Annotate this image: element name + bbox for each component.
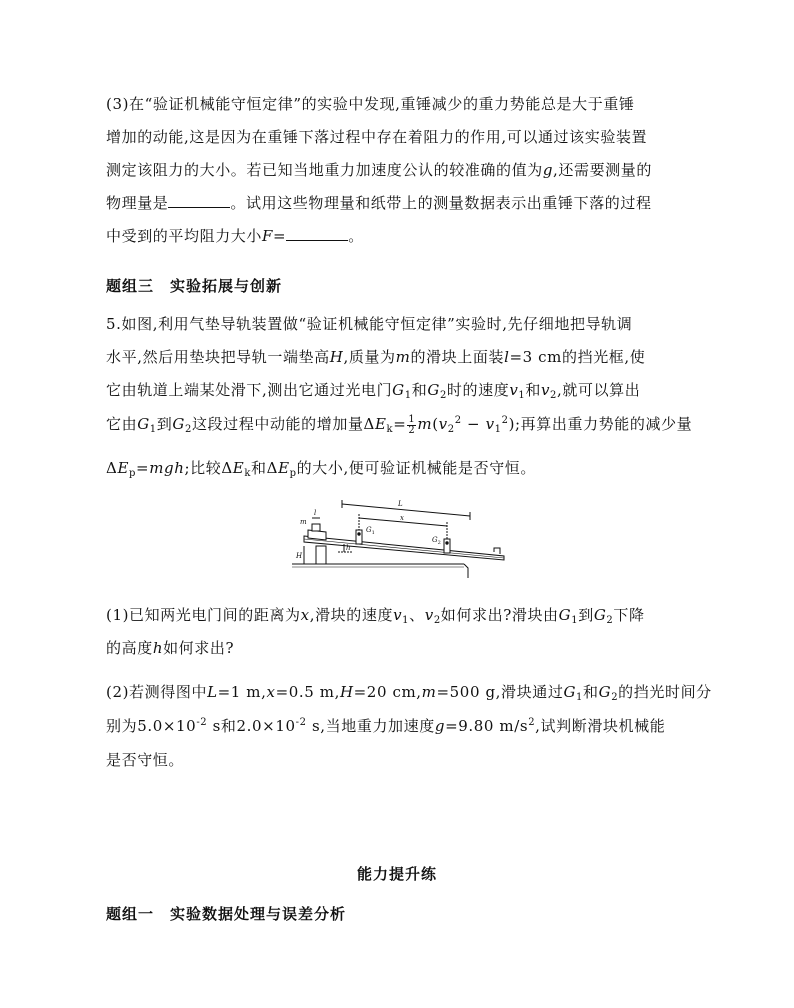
label-H: H: [296, 552, 303, 560]
p3-line2: 增加的动能,这是因为在重锤下落过程中存在着阻力的作用,可以通过该实验装置: [106, 128, 648, 146]
label-l: l: [314, 509, 317, 517]
photogate-g1: [356, 530, 362, 544]
label-G1: $G_1$: [366, 526, 375, 536]
light-shield: [312, 524, 320, 531]
p3-line4: 物理量是 。试用这些物理量和纸带上的测量数据表示出重锤下落的过程: [106, 194, 652, 212]
group1-heading: 题组一 实验数据处理与误差分析: [106, 905, 347, 923]
p3-line1: (3)在“验证机械能守恒定律”的实验中发现,重锤减少的重力势能总是大于重锤: [106, 95, 635, 113]
air-track-figure: [286, 494, 512, 578]
q5-line2: 水平,然后用垫块把导轨一端垫高H,质量为m的滑块上面装l=3 cm的挡光框,使: [106, 348, 646, 366]
sub2-line2: 别为$5.0\times 10^{-2}$ s和$2.0\times 10^{-2}$ s,当地重力加速度g=9.80 $m/s^2$,试判断滑块机械能: [106, 717, 666, 735]
answer-blank-2[interactable]: [286, 226, 348, 241]
sub2-line3: 是否守恒。: [106, 751, 185, 769]
air-track: [304, 536, 504, 560]
q5-line1: 5.如图,利用气垫导轨装置做“验证机械能守恒定律”实验时,先仔细地把导轨调: [106, 315, 633, 333]
label-x: x: [400, 514, 404, 522]
label-h: h: [346, 544, 351, 552]
label-L: L: [398, 500, 403, 508]
q5-line5: $\Delta E_p=mgh$;比较$\Delta E_k$和$\Delta E_p$的大小,便可验证机械能是否守恒。: [106, 459, 537, 479]
half-fraction: $\frac{1}{2}$: [408, 413, 416, 436]
group3-heading: 题组三 实验拓展与创新: [106, 277, 283, 295]
p3-line5: 中受到的平均阻力大小F= 。: [106, 227, 364, 245]
table-edge: [464, 564, 468, 578]
sub1-line1: (1)已知两光电门间的距离为x,滑块的速度$v_1$、$v_2$如何求出?滑块由$G_1$到$G_2$下降: [106, 606, 645, 626]
photogate-g2: [444, 539, 450, 553]
answer-blank-1[interactable]: [168, 193, 230, 208]
q5-line4: 它由$G_1$到$G_2$这段过程中动能的增加量$\Delta E_k=$ $\frac{1}{2}$ $m(v_2^2 - v_1^2)$;再算出重力势能的减少量: [106, 413, 693, 436]
sub1-line2: 的高度h如何求出?: [106, 639, 235, 657]
q5-line3: 它由轨道上端某处滑下,测出它通过光电门$G_1$和$G_2$时的速度$v_1$和$v_2$,就可以算出: [106, 381, 641, 401]
dim-L: [342, 504, 470, 516]
support-block: [316, 546, 326, 564]
sub2-line1: (2)若测得图中L=1 m,x=0.5 m,H=20 cm,m=500 g,滑块通过$G_1$和$G_2$的挡光时间分: [106, 683, 712, 703]
track-end: [494, 548, 500, 554]
label-m: m: [300, 518, 307, 526]
section-title: 能力提升练: [356, 865, 437, 883]
label-G2: $G_2$: [432, 536, 441, 546]
p3-line3: 测定该阻力的大小。若已知当地重力加速度公认的较准确的值为g,还需要测量的: [106, 161, 652, 179]
